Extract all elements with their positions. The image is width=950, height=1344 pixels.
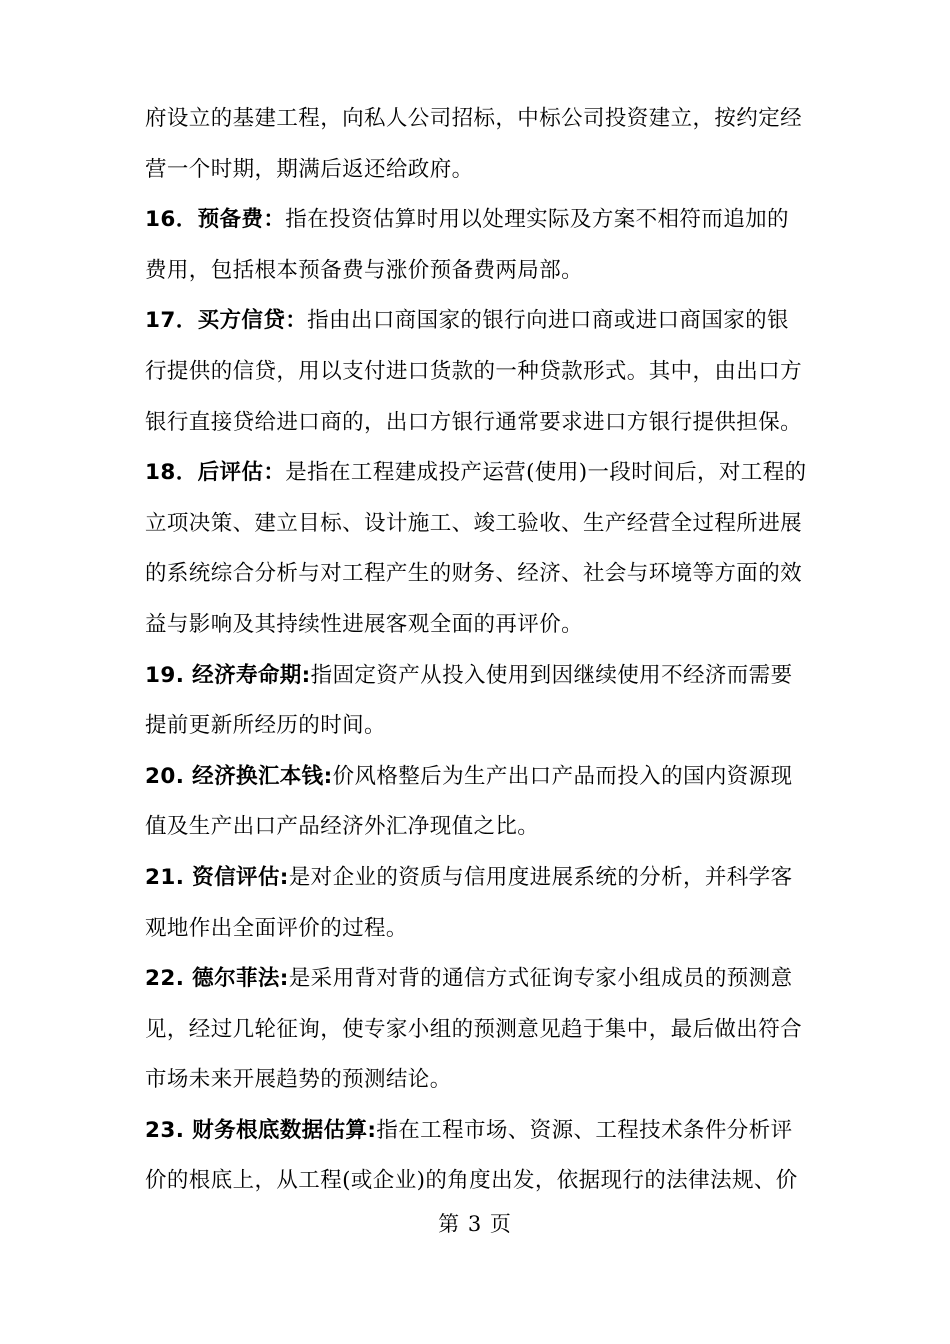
glossary-term: 20. 经济换汇本钱: (145, 763, 333, 789)
line-text: 指在工程市场、资源、工程技术条件分析评 (376, 1117, 793, 1143)
glossary-entry-line (145, 1106, 815, 1157)
text-line (145, 94, 815, 145)
text-line (145, 246, 815, 297)
text-line (145, 549, 815, 600)
line-text: 提前更新所经历的时间。 (145, 713, 386, 739)
glossary-term: 18．后评估： (145, 460, 286, 486)
line-text: 银行直接贷给进口商的，出口方银行通常要求进口方银行提供担保。 (145, 409, 803, 435)
text-line (145, 802, 815, 853)
line-text: 是指在工程建成投产运营(使用)一段时间后，对工程的 (285, 460, 807, 486)
glossary-term: 23. 财务根底数据估算: (145, 1117, 377, 1143)
text-line (145, 1055, 815, 1106)
line-text: 市场未来开展趋势的预测结论。 (145, 1067, 452, 1093)
glossary-term: 21. 资信评估: (145, 864, 289, 890)
glossary-entry-line (145, 954, 815, 1005)
line-text: 府设立的基建工程，向私人公司招标，中标公司投资建立，按约定经 (145, 106, 803, 131)
line-text: 立项决策、建立目标、设计施工、竣工验收、生产经营全过程所进展 (145, 510, 803, 536)
glossary-term: 17．买方信贷： (145, 308, 308, 334)
document-body (145, 94, 815, 1207)
glossary-entry-line (145, 752, 815, 803)
glossary-entry-line (145, 195, 815, 246)
glossary-entry-line (145, 448, 815, 499)
line-text: 的系统综合分析与对工程产生的财务、经济、社会与环境等方面的效 (145, 561, 803, 587)
line-text: 营一个时期，期满后返还给政府。 (145, 156, 474, 182)
line-text: 指固定资产从投入使用到因继续使用不经济而需要 (310, 662, 793, 688)
text-line (145, 398, 815, 449)
glossary-entry-line (145, 296, 815, 347)
page-number: 第 3 页 (438, 1212, 512, 1236)
line-text: 费用，包括根本预备费与涨价预备费两局部。 (145, 257, 584, 283)
line-text: 观地作出全面评价的过程。 (145, 915, 408, 941)
line-text: 见，经过几轮征询，使专家小组的预测意见趋于集中，最后做出符合 (145, 1016, 803, 1042)
line-text: 指由出口商国家的银行向进口商或进口商国家的银 (307, 308, 789, 334)
text-line (145, 1156, 815, 1207)
glossary-term: 19. 经济寿命期: (145, 662, 311, 688)
page-footer (0, 1208, 950, 1238)
text-line (145, 600, 815, 651)
line-text: 价的根底上，从工程(或企业)的角度出发，依据现行的法律法规、价 (145, 1168, 798, 1194)
text-line (145, 904, 815, 955)
line-text: 是采用背对背的通信方式征询专家小组成员的预测意 (288, 966, 793, 992)
line-text: 值及生产出口产品经济外汇净现值之比。 (145, 814, 540, 840)
line-text: 益与影响及其持续性进展客观全面的再评价。 (145, 611, 584, 637)
line-text: 价风格整后为生产出口产品而投入的国内资源现 (332, 763, 793, 789)
line-text: 指在投资估算时用以处理实际及方案不相符而追加的 (285, 207, 789, 233)
text-line (145, 701, 815, 752)
text-line (145, 347, 815, 398)
glossary-term: 22. 德尔菲法: (145, 966, 289, 992)
glossary-entry-line (145, 651, 815, 702)
glossary-term: 16．预备费： (145, 207, 286, 233)
text-line (145, 499, 815, 550)
glossary-entry-line (145, 853, 815, 904)
line-text: 行提供的信贷，用以支付进口货款的一种贷款形式。其中，由出口方 (145, 358, 803, 384)
text-line (145, 145, 815, 196)
text-line (145, 1005, 815, 1056)
line-text: 是对企业的资质与信用度进展系统的分析，并科学客 (288, 864, 793, 890)
